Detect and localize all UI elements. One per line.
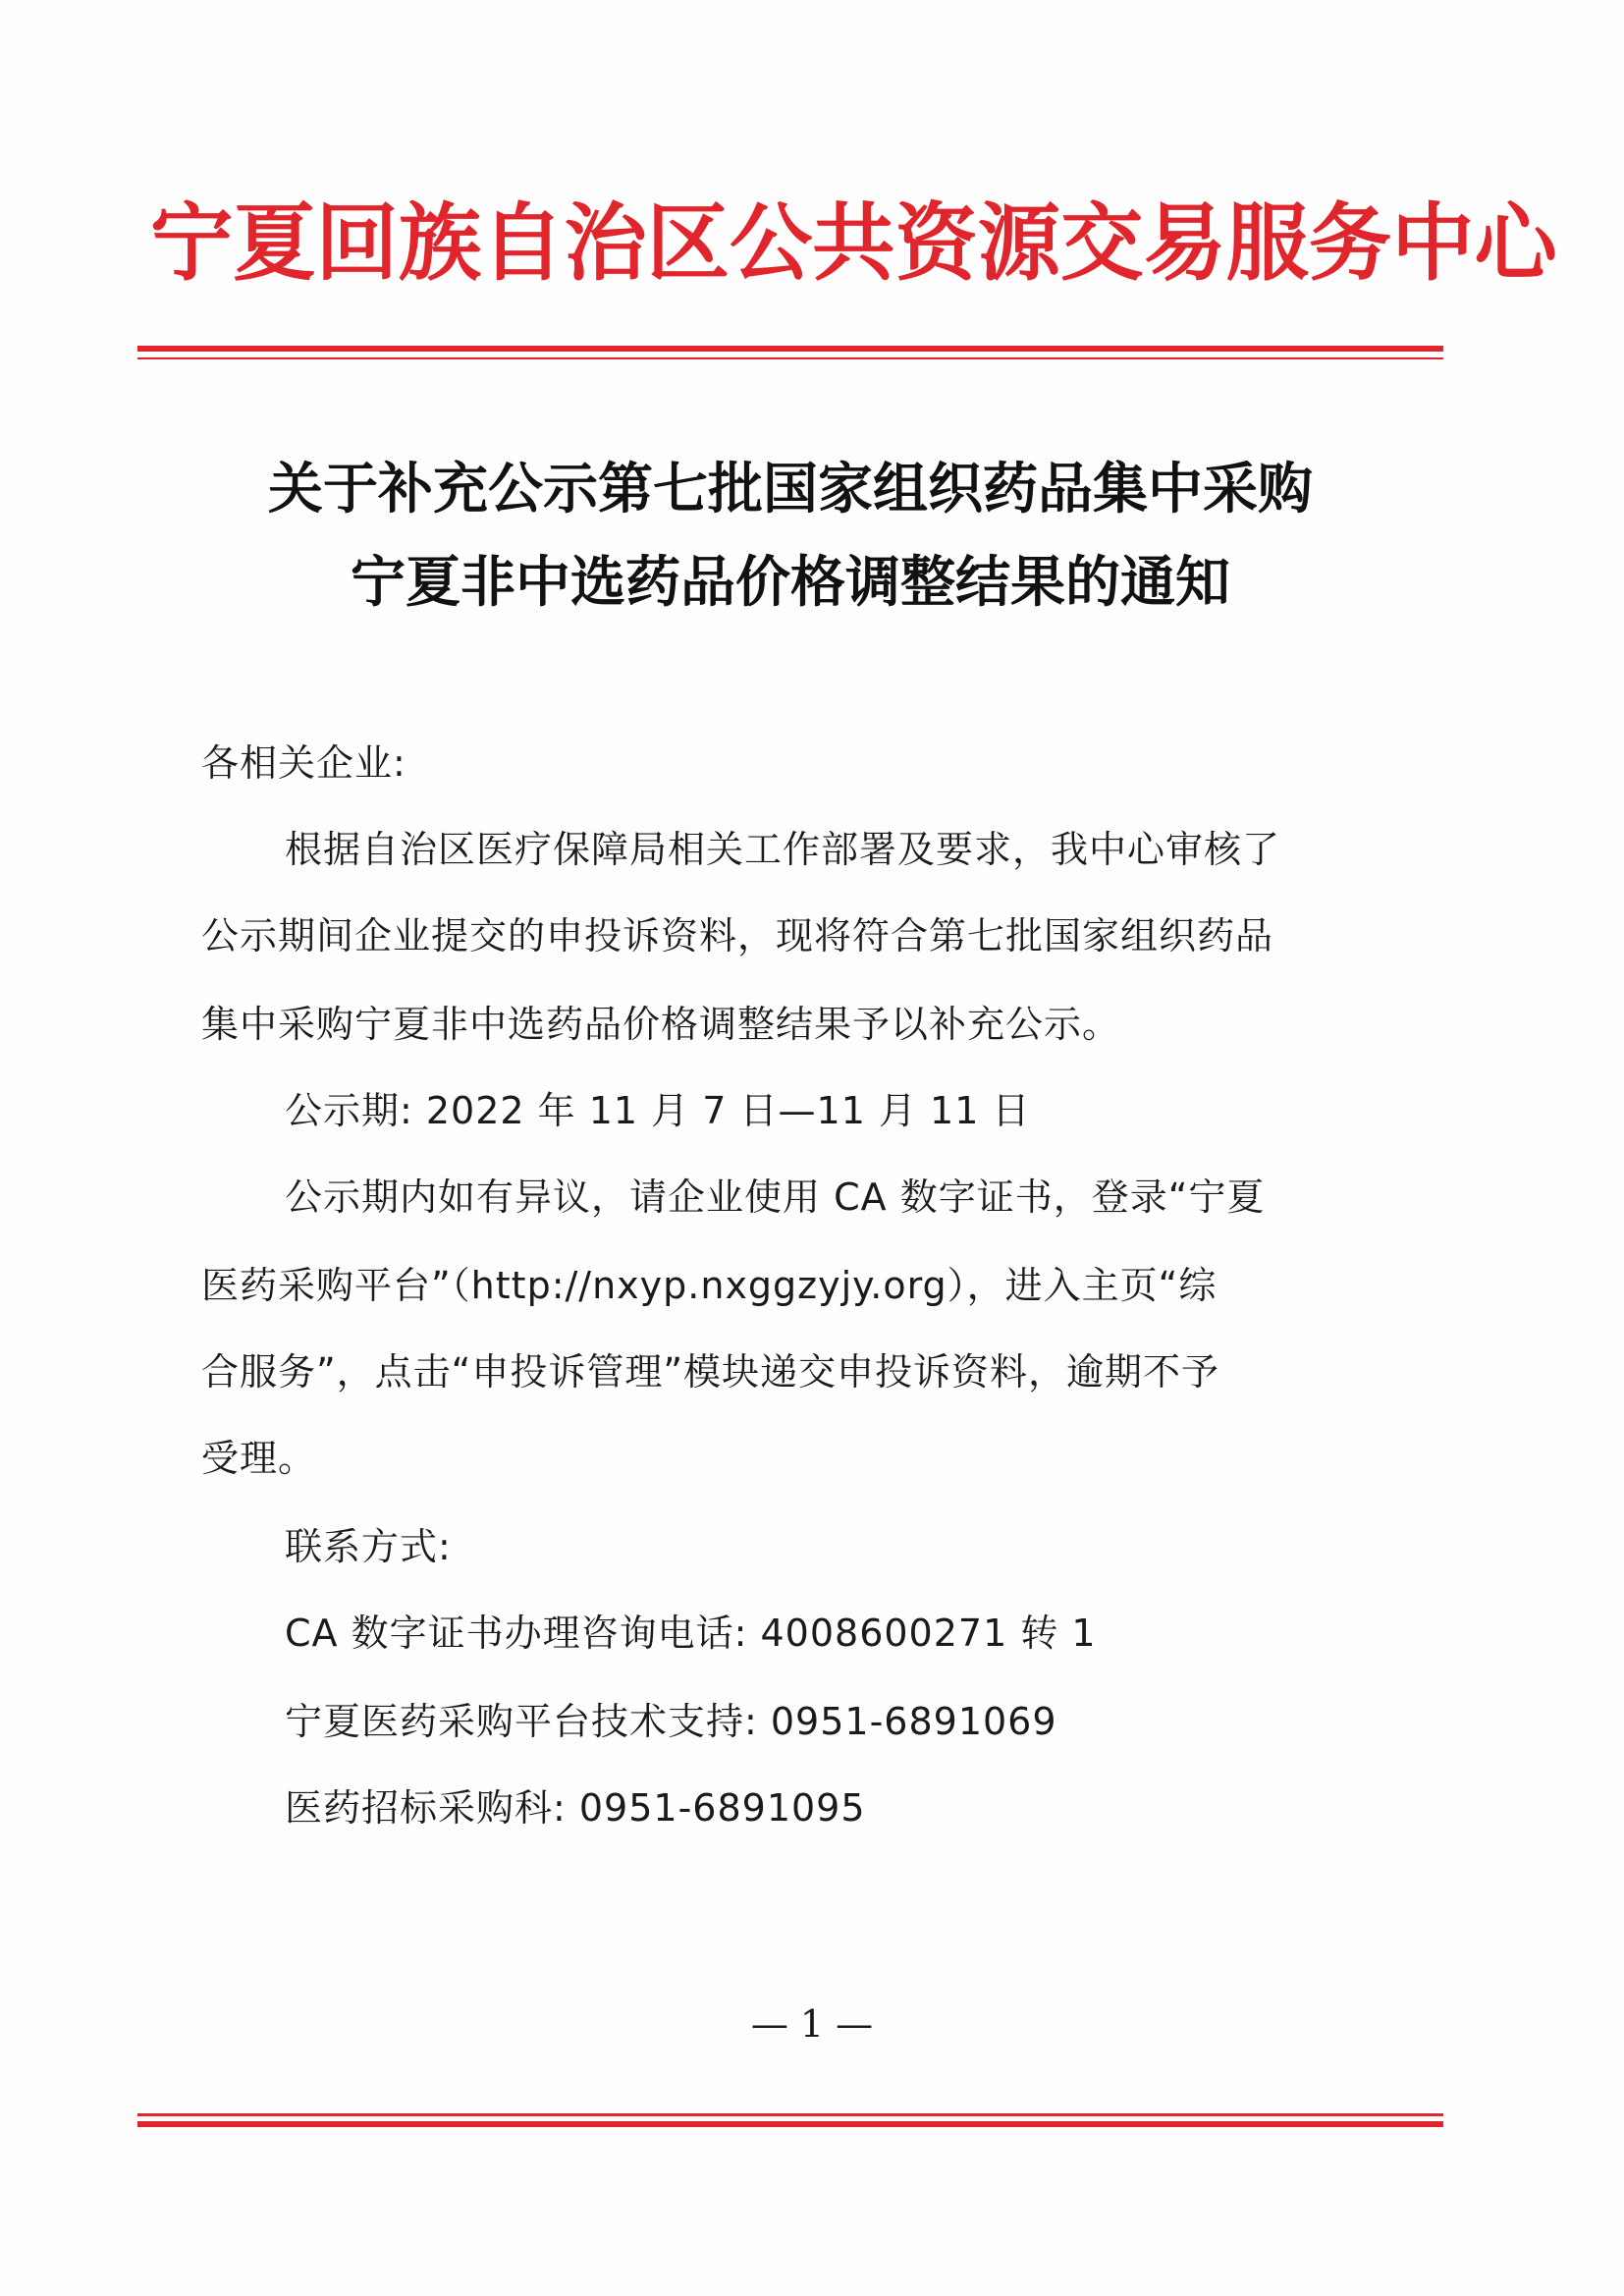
- paragraph-3-line-1: 公示期内如有异议，请企业使用 CA 数字证书，登录“宁夏: [285, 1175, 1266, 1219]
- paragraph-1-line-2: 公示期间企业提交的申投诉资料，现将符合第七批国家组织药品: [201, 914, 1274, 957]
- document-title-line-1: 关于补充公示第七批国家组织药品集中采购: [268, 457, 1313, 521]
- contact-procurement-dept: 医药招标采购科: 0951-6891095: [285, 1786, 866, 1830]
- masthead-rule-thin: [137, 357, 1443, 359]
- document-title-line-2: 宁夏非中选药品价格调整结果的通知: [351, 550, 1230, 615]
- contact-tech-support: 宁夏医药采购平台技术支持: 0951-6891069: [285, 1700, 1057, 1743]
- paragraph-1-line-1: 根据自治区医疗保障局相关工作部署及要求，我中心审核了: [285, 828, 1281, 871]
- paragraph-3-line-2: 医药采购平台”（http://nxyp.nxggzyjy.org），进入主页“综: [201, 1264, 1218, 1307]
- masthead-rule-thick: [137, 346, 1443, 352]
- paragraph-3-line-3: 合服务”，点击“申投诉管理”模块递交申投诉资料，逾期不予: [201, 1350, 1220, 1394]
- contact-ca-certificate: CA 数字证书办理咨询电话: 4008600271 转 1: [285, 1612, 1097, 1655]
- contacts-heading: 联系方式:: [285, 1525, 452, 1568]
- page-number: — 1 —: [750, 2002, 874, 2046]
- paragraph-3-line-4: 受理。: [201, 1437, 317, 1480]
- footer-rule-thin: [137, 2113, 1443, 2116]
- salutation: 各相关企业:: [201, 741, 406, 785]
- paragraph-1-line-3: 集中采购宁夏非中选药品价格调整结果予以补充公示。: [201, 1003, 1121, 1046]
- masthead-org-name: 宁夏回族自治区公共资源交易服务中心: [150, 193, 1557, 293]
- footer-rule-thick: [137, 2121, 1443, 2127]
- publicity-period: 公示期: 2022 年 11 月 7 日—11 月 11 日: [285, 1089, 1031, 1132]
